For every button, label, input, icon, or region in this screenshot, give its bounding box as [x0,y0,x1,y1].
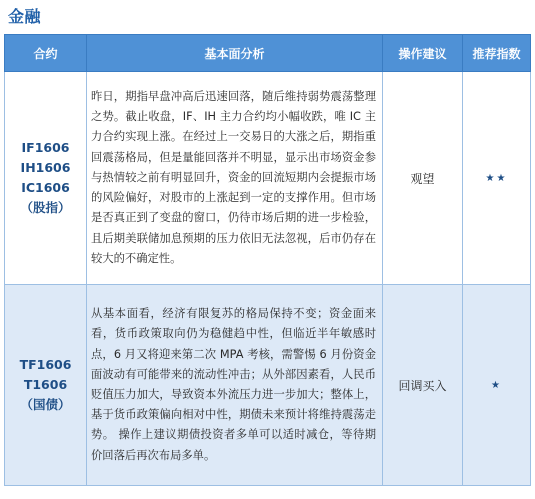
contract-category: （股指） [20,200,71,215]
section-title: 金融 [8,7,42,26]
contract-cell [5,285,87,486]
table-row-stock-index [5,72,531,285]
rating-stars: ★★ [463,72,531,285]
contract-code: IF1606 [21,140,70,155]
futures-analysis-table [4,34,531,486]
table-header-row [5,35,531,72]
header-fundamental-analysis: 基本面分析 [87,35,383,72]
contract-cell [5,72,87,285]
header-contract: 合约 [5,35,87,72]
analysis-cell: 从基本面看，经济有限复苏的格局保持不变；资金面来看，货币政策取向仍为稳健趋中性，但临近半年敏感时点，6 月又将迎来第二次 MPA 考核，需警惕 6 月份资金面波动有可能带来的流动性冲击；从外部因素看，人民币贬值压力加大，导致资本外流压力进一步加大；整体上，基于货币政策偏向相对中性，期债未来预计将维持震荡走势。 操作上建议期债投资者多单可以适时减仓，等待期价回落后再次布局多单。 [87,285,383,486]
futures-table-container [4,34,530,486]
contract-code: T1606 [23,377,68,392]
header-rating: 推荐指数 [463,35,531,72]
contract-code: TF1606 [19,357,72,372]
analysis-cell: 昨日，期指早盘冲高后迅速回落，随后维持弱势震荡整理之势。截止收盘，IF、IH 主力合约均小幅收跌，唯 IC 主力合约实现上涨。在经过上一交易日的大涨之后，期指重回震荡格局，但是量能回落并不明显，显示出市场资金参与热情较之前有明显回升，资金的回流短期内会提振市场的风险偏好，对股市的上涨起到一定的支撑作用。但市场是否真正到了变盘的窗口，仍待市场后期的进一步检验，且后期美联储加息预期的压力依旧无法忽视，后市仍存在较大的不确定性。 [87,72,383,285]
header-advice: 操作建议 [383,35,463,72]
contract-code: IH1606 [20,160,71,175]
table-row-treasury [5,285,531,486]
contract-category: （国债） [20,397,71,412]
rating-stars: ★ [463,285,531,486]
advice-cell: 回调买入 [383,285,463,486]
advice-cell: 观望 [383,72,463,285]
contract-code: IC1606 [21,180,70,195]
